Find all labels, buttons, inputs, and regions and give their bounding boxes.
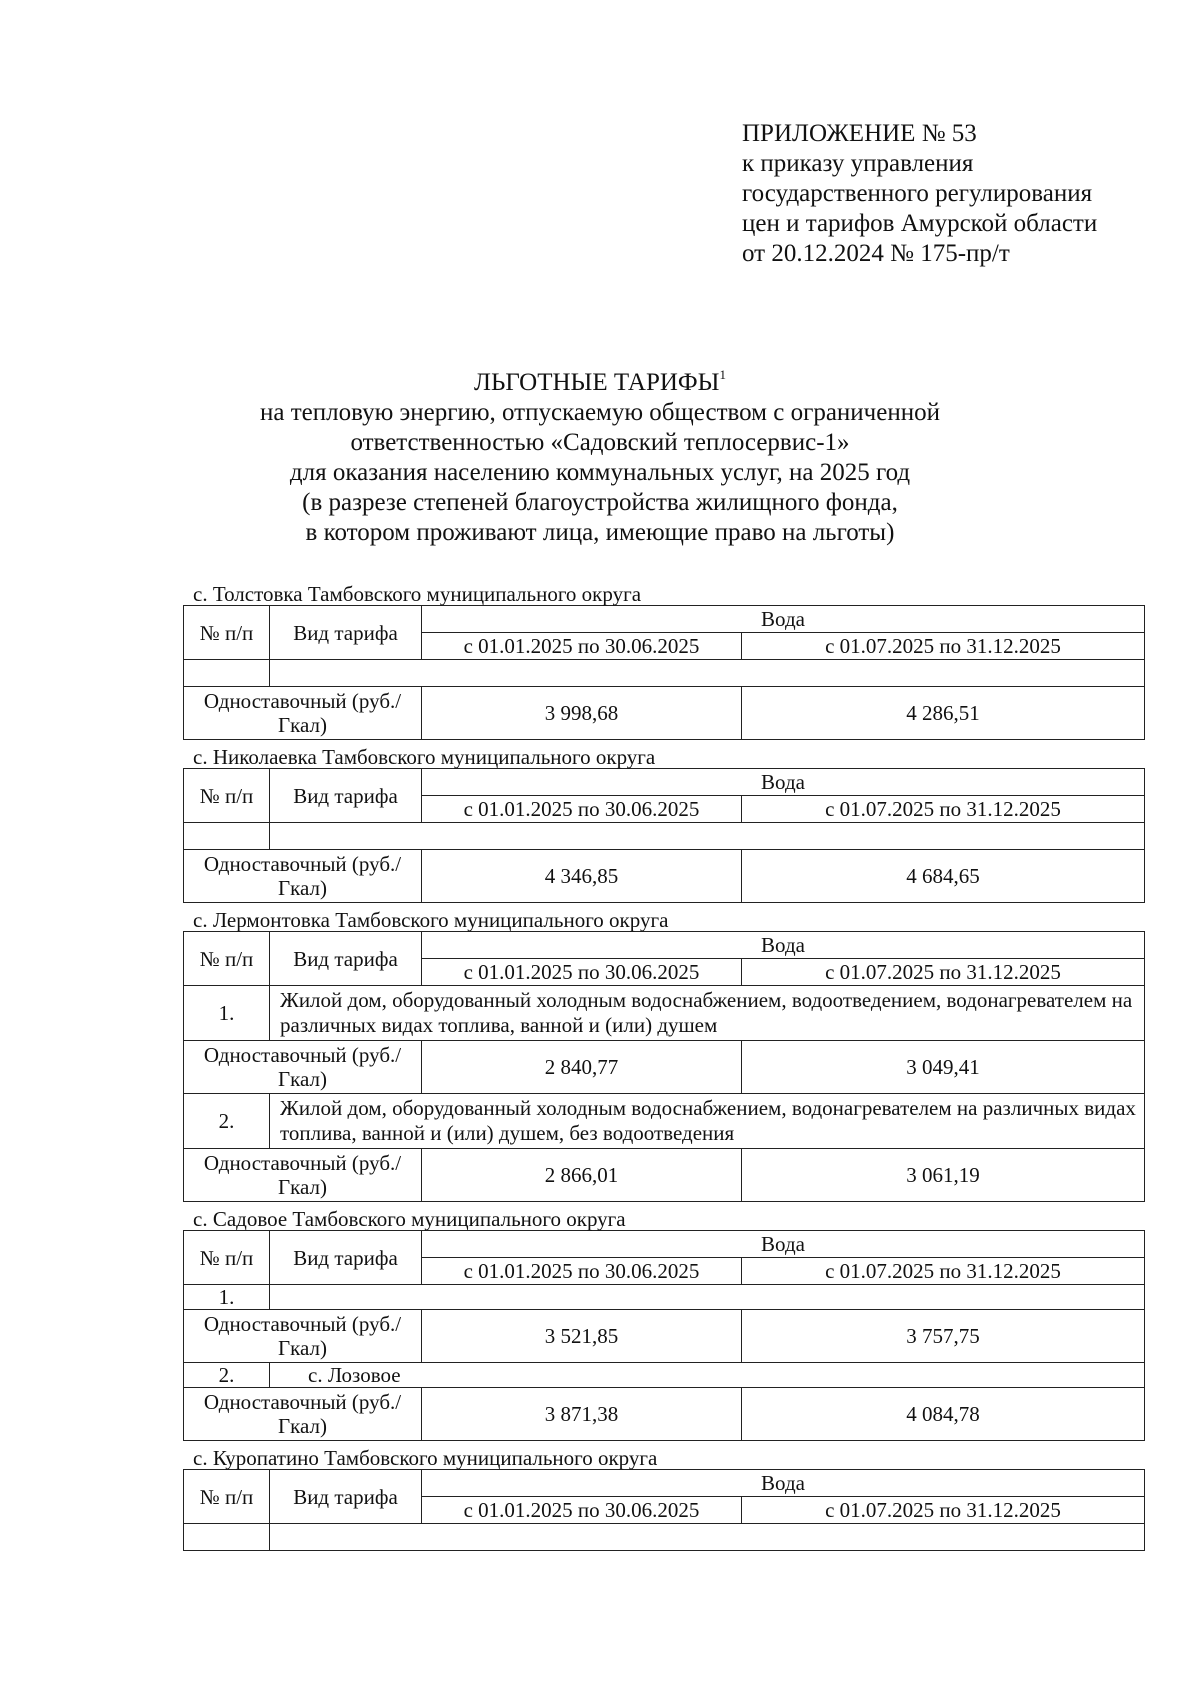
- subtitle-line-5: в котором проживают лица, имеющие право на льготы): [305, 519, 895, 546]
- period-1-header: с 01.01.2025 по 30.06.2025: [422, 633, 742, 660]
- num-column-header: № п/п: [184, 769, 270, 823]
- period-1-header: с 01.01.2025 по 30.06.2025: [422, 1497, 742, 1524]
- num-column-header: № п/п: [184, 1231, 270, 1285]
- footnote-mark: 1: [719, 367, 726, 382]
- period-2-header: с 01.07.2025 по 31.12.2025: [742, 633, 1145, 660]
- empty-cell: [184, 660, 270, 687]
- appendix-header: [742, 119, 1097, 269]
- rate-value-period-1: 2 840,77: [422, 1041, 742, 1094]
- empty-cell: [270, 1524, 1145, 1551]
- rate-value-period-2: 3 757,75: [742, 1310, 1145, 1363]
- title-block: [0, 368, 1200, 548]
- header-row: [184, 1470, 1145, 1497]
- header-row: [184, 606, 1145, 633]
- empty-cell: [270, 660, 1145, 687]
- type-column-header: Вид тарифа: [270, 606, 422, 660]
- type-column-header: Вид тарифа: [270, 769, 422, 823]
- rate-value-period-1: 4 346,85: [422, 850, 742, 903]
- document-title-text: ЛЬГОТНЫЕ ТАРИФЫ: [474, 369, 720, 396]
- header-row: [184, 769, 1145, 796]
- settlement-label: [270, 1285, 1145, 1310]
- row-number: 2.: [184, 1094, 270, 1149]
- appendix-line-5: от 20.12.2024 № 175-пр/т: [742, 240, 1010, 267]
- rate-label: Одноставочный (руб./Гкал): [184, 687, 422, 740]
- section-caption: с. Куропатино Тамбовского муниципального округа: [193, 1446, 658, 1470]
- row-number: 2.: [184, 1363, 270, 1388]
- rate-row: [184, 1388, 1145, 1441]
- settlement-label: с. Лозовое: [270, 1363, 1145, 1388]
- row-number: 1.: [184, 986, 270, 1041]
- period-2-header: с 01.07.2025 по 31.12.2025: [742, 796, 1145, 823]
- rate-value-period-2: 4 084,78: [742, 1388, 1145, 1441]
- rate-row: [184, 1310, 1145, 1363]
- period-2-header: с 01.07.2025 по 31.12.2025: [742, 1258, 1145, 1285]
- appendix-line-1: ПРИЛОЖЕНИЕ № 53: [742, 120, 977, 147]
- period-1-header: с 01.01.2025 по 30.06.2025: [422, 959, 742, 986]
- period-1-header: с 01.01.2025 по 30.06.2025: [422, 1258, 742, 1285]
- rate-row: [184, 1041, 1145, 1094]
- housing-category-row: [184, 1094, 1145, 1149]
- subtitle-line-2: ответственностью «Садовский теплосервис-1»: [350, 429, 850, 456]
- period-2-header: с 01.07.2025 по 31.12.2025: [742, 959, 1145, 986]
- empty-cell: [184, 1524, 270, 1551]
- rate-row: [184, 1149, 1145, 1202]
- type-column-header: Вид тарифа: [270, 932, 422, 986]
- header-row: [184, 1231, 1145, 1258]
- subtitle-line-1: на тепловую энергию, отпускаемую обществом с ограниченной: [260, 399, 940, 426]
- rate-label: Одноставочный (руб./Гкал): [184, 1310, 422, 1363]
- appendix-line-4: цен и тарифов Амурской области: [742, 210, 1098, 237]
- empty-cell: [184, 823, 270, 850]
- water-group-header: Вода: [422, 1231, 1145, 1258]
- appendix-line-3: государственного регулирования: [742, 180, 1093, 207]
- period-1-header: с 01.01.2025 по 30.06.2025: [422, 796, 742, 823]
- tariff-table: [183, 1469, 1145, 1551]
- section-caption: с. Лермонтовка Тамбовского муниципального округа: [193, 908, 669, 932]
- empty-row: [184, 660, 1145, 687]
- subtitle-line-4: (в разрезе степеней благоустройства жилищного фонда,: [302, 489, 898, 516]
- rate-value-period-1: 3 521,85: [422, 1310, 742, 1363]
- num-column-header: № п/п: [184, 1470, 270, 1524]
- tariff-sections: [183, 583, 1143, 1557]
- appendix-line-2: к приказу управления: [742, 150, 974, 177]
- num-column-header: № п/п: [184, 606, 270, 660]
- rate-value-period-1: 2 866,01: [422, 1149, 742, 1202]
- numbered-row: [184, 1285, 1145, 1310]
- tariff-table: [183, 605, 1145, 740]
- tariff-table: [183, 1230, 1145, 1441]
- rate-label: Одноставочный (руб./Гкал): [184, 1149, 422, 1202]
- housing-category-row: [184, 986, 1145, 1041]
- num-column-header: № п/п: [184, 932, 270, 986]
- rate-value-period-2: 3 049,41: [742, 1041, 1145, 1094]
- rate-label: Одноставочный (руб./Гкал): [184, 1041, 422, 1094]
- rate-value-period-2: 3 061,19: [742, 1149, 1145, 1202]
- section-caption: с. Толстовка Тамбовского муниципального округа: [193, 582, 642, 606]
- rate-row: [184, 850, 1145, 903]
- rate-value-period-2: 4 684,65: [742, 850, 1145, 903]
- section-caption: с. Садовое Тамбовского муниципального округа: [193, 1207, 626, 1231]
- rate-label: Одноставочный (руб./Гкал): [184, 850, 422, 903]
- section-caption: с. Николаевка Тамбовского муниципального округа: [193, 745, 656, 769]
- rate-value-period-1: 3 871,38: [422, 1388, 742, 1441]
- empty-row: [184, 1524, 1145, 1551]
- water-group-header: Вода: [422, 606, 1145, 633]
- rate-value-period-1: 3 998,68: [422, 687, 742, 740]
- type-column-header: Вид тарифа: [270, 1231, 422, 1285]
- tariff-table: [183, 768, 1145, 903]
- water-group-header: Вода: [422, 769, 1145, 796]
- header-row: [184, 932, 1145, 959]
- housing-category-description: Жилой дом, оборудованный холодным водоснабжением, водоотведением, водонагревателем на различных видах топлива, ванной и (или) душем: [270, 986, 1145, 1041]
- empty-row: [184, 823, 1145, 850]
- rate-row: [184, 687, 1145, 740]
- type-column-header: Вид тарифа: [270, 1470, 422, 1524]
- subtitle-line-3: для оказания населению коммунальных услуг, на 2025 год: [289, 459, 911, 486]
- housing-category-description: Жилой дом, оборудованный холодным водоснабжением, водонагревателем на различных видах топлива, ванной и (или) душем, без водоотведения: [270, 1094, 1145, 1149]
- numbered-row: [184, 1363, 1145, 1388]
- row-number: 1.: [184, 1285, 270, 1310]
- water-group-header: Вода: [422, 1470, 1145, 1497]
- rate-label: Одноставочный (руб./Гкал): [184, 1388, 422, 1441]
- empty-cell: [270, 823, 1145, 850]
- tariff-table: [183, 931, 1145, 1202]
- rate-value-period-2: 4 286,51: [742, 687, 1145, 740]
- period-2-header: с 01.07.2025 по 31.12.2025: [742, 1497, 1145, 1524]
- document-title: [0, 368, 1200, 398]
- water-group-header: Вода: [422, 932, 1145, 959]
